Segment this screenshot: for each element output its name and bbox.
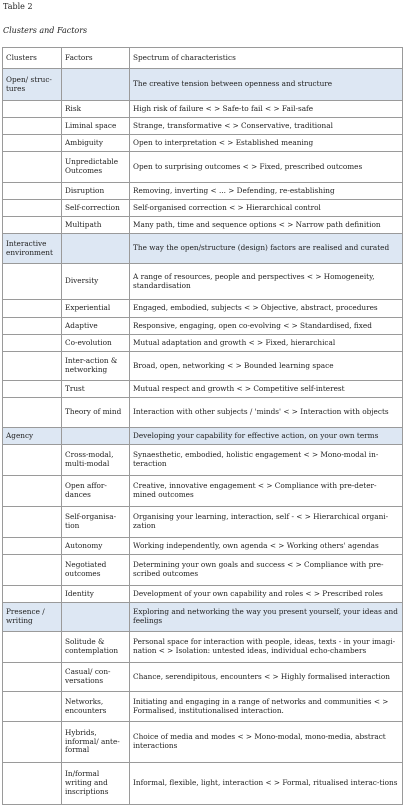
empty-cell: [3, 352, 62, 381]
factor-row: [3, 264, 403, 300]
factor-row: [3, 152, 403, 183]
factor-row: [3, 763, 403, 805]
empty-cell: [3, 183, 62, 200]
empty-cell: [3, 300, 62, 318]
factor-name: Adaptive: [62, 318, 130, 335]
empty-cell: [3, 538, 62, 555]
factor-spectrum: Self-organised correction < > Hierarchical control: [130, 200, 403, 217]
empty-cell: [3, 200, 62, 217]
factor-name: Unpredictable Outcomes: [62, 152, 130, 183]
factor-spectrum: High risk of failure < > Safe-to fail < > Fail-safe: [130, 101, 403, 118]
factor-row: [3, 101, 403, 118]
header-spectrum: Spectrum of characteristics: [130, 48, 403, 69]
factor-spectrum: Broad, open, networking < > Bounded learning space: [130, 352, 403, 381]
factor-name: Autonomy: [62, 538, 130, 555]
empty-cell: [3, 445, 62, 476]
empty-cell: [3, 118, 62, 135]
empty-cell: [3, 318, 62, 335]
factor-row: [3, 476, 403, 507]
table-label: Table 2: [3, 2, 33, 11]
factor-name: Hybrids, informal/ ante-formal: [62, 722, 130, 763]
empty-cell: [3, 152, 62, 183]
factor-spectrum: Organising your learning, interaction, self - < > Hierarchical organi-zation: [130, 507, 403, 538]
empty-cell: [3, 381, 62, 398]
factor-spectrum: Open to surprising outcomes < > Fixed, prescribed outcomes: [130, 152, 403, 183]
factor-name: Diversity: [62, 264, 130, 300]
factor-row: [3, 722, 403, 763]
factor-row: [3, 318, 403, 335]
cluster-name: Interactive environment: [3, 234, 62, 264]
factor-spectrum: Choice of media and modes < > Mono-modal, mono-media, abstract interactions: [130, 722, 403, 763]
factor-row: [3, 381, 403, 398]
factor-name: In/formal writing and inscriptions: [62, 763, 130, 805]
cluster-description: Developing your capability for effective action, on your own terms: [130, 428, 403, 445]
factor-spectrum: Creative, innovative engagement < > Compliance with pre-deter-mined outcomes: [130, 476, 403, 507]
cluster-row: [3, 428, 403, 445]
factor-spectrum: A range of resources, people and perspectives < > Homogeneity, standardisation: [130, 264, 403, 300]
header-clusters: Clusters: [3, 48, 62, 69]
table-caption: Clusters and Factors: [3, 26, 88, 35]
factor-spectrum: Informal, flexible, light, interaction < > Formal, ritualised interac-tions: [130, 763, 403, 805]
factor-row: [3, 692, 403, 722]
cluster-name: Presence / writing: [3, 603, 62, 632]
cluster-row: [3, 603, 403, 632]
factor-spectrum: Development of your own capability and roles < > Prescribed roles: [130, 586, 403, 603]
factor-name: Theory of mind: [62, 398, 130, 428]
empty-cell: [3, 398, 62, 428]
table-header-row: [3, 48, 403, 69]
factor-name: Disruption: [62, 183, 130, 200]
factor-name: Cross-modal, multi-modal: [62, 445, 130, 476]
factor-row: [3, 507, 403, 538]
factor-spectrum: Engaged, embodied, subjects < > Objective, abstract, procedures: [130, 300, 403, 318]
factor-spectrum: Open to interpretation < > Established meaning: [130, 135, 403, 152]
empty-cell: [3, 476, 62, 507]
factor-spectrum: Mutual adaptation and growth < > Fixed, hierarchical: [130, 335, 403, 352]
factor-row: [3, 538, 403, 555]
cluster-description: The creative tension between openness and structure: [130, 69, 403, 101]
factor-spectrum: Many path, time and sequence options < > Narrow path definition: [130, 217, 403, 234]
cluster-row: [3, 234, 403, 264]
empty-cell: [3, 101, 62, 118]
factor-row: [3, 183, 403, 200]
factor-row: [3, 586, 403, 603]
empty-cell: [3, 264, 62, 300]
factor-name: Trust: [62, 381, 130, 398]
empty-cell: [3, 692, 62, 722]
header-factors: Factors: [62, 48, 130, 69]
empty-cell: [3, 555, 62, 586]
factor-row: [3, 632, 403, 663]
factor-name: Casual/ con-versations: [62, 663, 130, 692]
factor-spectrum: Interaction with other subjects / 'minds' < > Interaction with objects: [130, 398, 403, 428]
cluster-name: Agency: [3, 428, 62, 445]
factor-spectrum: Working independently, own agenda < > Working others' agendas: [130, 538, 403, 555]
factor-spectrum: Personal space for interaction with people, ideas, texts - in your imagi-nation < > Isolation: untested ideas, individual echo-chambers: [130, 632, 403, 663]
empty-cell: [3, 507, 62, 538]
empty-cell: [3, 586, 62, 603]
factor-row: [3, 118, 403, 135]
factor-name: Self-organisa-tion: [62, 507, 130, 538]
empty-cell: [3, 722, 62, 763]
factor-name: Identity: [62, 586, 130, 603]
empty-cell: [3, 135, 62, 152]
cluster-description: Exploring and networking the way you present yourself, your ideas and feelings: [130, 603, 403, 632]
factor-name: Solitude & contemplation: [62, 632, 130, 663]
factor-spectrum: Mutual respect and growth < > Competitive self-interest: [130, 381, 403, 398]
clusters-factors-table: [2, 47, 403, 805]
factor-row: [3, 300, 403, 318]
factor-name: Experiential: [62, 300, 130, 318]
factor-row: [3, 663, 403, 692]
factor-name: Ambiguity: [62, 135, 130, 152]
factor-row: [3, 200, 403, 217]
empty-cell: [3, 663, 62, 692]
factor-spectrum: Determining your own goals and success < > Compliance with pre-scribed outcomes: [130, 555, 403, 586]
factor-name: Risk: [62, 101, 130, 118]
empty-cell: [62, 234, 130, 264]
factor-row: [3, 335, 403, 352]
empty-cell: [3, 632, 62, 663]
factor-name: Inter-action & networking: [62, 352, 130, 381]
empty-cell: [62, 603, 130, 632]
factor-name: Open affor-dances: [62, 476, 130, 507]
factor-spectrum: Synaesthetic, embodied, holistic engagement < > Mono-modal in-teraction: [130, 445, 403, 476]
factor-name: Liminal space: [62, 118, 130, 135]
factor-name: Networks, encounters: [62, 692, 130, 722]
factor-name: Negotiated outcomes: [62, 555, 130, 586]
cluster-description: The way the open/structure (design) factors are realised and curated: [130, 234, 403, 264]
empty-cell: [3, 217, 62, 234]
empty-cell: [62, 69, 130, 101]
empty-cell: [3, 763, 62, 805]
factor-spectrum: Strange, transformative < > Conservative, traditional: [130, 118, 403, 135]
factor-spectrum: Responsive, engaging, open co-evolving < > Standardised, fixed: [130, 318, 403, 335]
factor-name: Self-correction: [62, 200, 130, 217]
cluster-name: Open/ struc-tures: [3, 69, 62, 101]
factor-row: [3, 217, 403, 234]
factor-spectrum: Chance, serendipitous, encounters < > Highly formalised interaction: [130, 663, 403, 692]
factor-name: Co-evolution: [62, 335, 130, 352]
factor-row: [3, 352, 403, 381]
empty-cell: [62, 428, 130, 445]
factor-row: [3, 445, 403, 476]
factor-row: [3, 398, 403, 428]
factor-row: [3, 135, 403, 152]
factor-name: Multipath: [62, 217, 130, 234]
factor-spectrum: Initiating and engaging in a range of networks and communities < > Formalised, institutionalised interaction.: [130, 692, 403, 722]
factor-row: [3, 555, 403, 586]
empty-cell: [3, 335, 62, 352]
cluster-row: [3, 69, 403, 101]
factor-spectrum: Removing, inverting < ... > Defending, re-establishing: [130, 183, 403, 200]
